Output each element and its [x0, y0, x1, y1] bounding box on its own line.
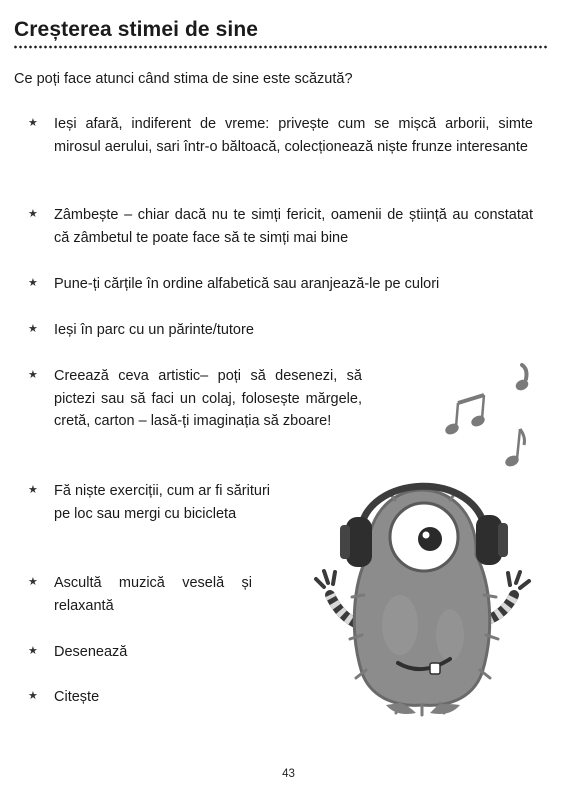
list-item-text: Creează ceva artistic– poți să desenezi, să pictezi sau să faci un colaj, folosește mărgele, cretă, carton – lasă-ți imaginația să zboare! [54, 368, 362, 429]
star-icon: ★ [28, 369, 38, 381]
star-icon: ★ [28, 277, 38, 289]
star-icon: ★ [28, 323, 38, 335]
dotted-divider [13, 45, 547, 49]
star-icon: ★ [28, 117, 38, 129]
list-item-text: Pune-ți cărțile în ordine alfabetică sau aranjează-le pe culori [54, 276, 440, 292]
page-number: 43 [282, 768, 295, 780]
list-item-text: Desenează [54, 644, 128, 660]
star-icon: ★ [28, 208, 38, 220]
intro-question: Ce poți face atunci când stima de sine este scăzută? [14, 71, 353, 87]
page-title: Creșterea stimei de sine [14, 18, 259, 41]
monster-eye [390, 503, 458, 571]
star-icon: ★ [28, 690, 38, 702]
music-notes-icon [444, 365, 529, 468]
list-item-text: Ieși în parc cu un părinte/tutore [54, 322, 254, 338]
list-item-text: Zâmbește – chiar dacă nu te simți fericit, oamenii de știință au constatat că zâmbetul te poate face să te simți mai bine [54, 207, 533, 246]
list-item-text: Ascultă muzică veselă și relaxantă [54, 575, 252, 614]
list-item-text: Fă niște exerciții, cum ar fi sărituri pe loc sau mergi cu bicicleta [54, 483, 270, 522]
list-item-text: Ieși afară, indiferent de vreme: privește cum se mișcă arborii, simte mirosul aerului, sari într-o băltoacă, colecționează niște frunze interesante [54, 116, 533, 155]
star-icon: ★ [28, 484, 38, 496]
list-item-text: Citește [54, 689, 100, 705]
monster-headphones-illustration [300, 355, 550, 725]
star-icon: ★ [28, 576, 38, 588]
star-icon: ★ [28, 645, 38, 657]
